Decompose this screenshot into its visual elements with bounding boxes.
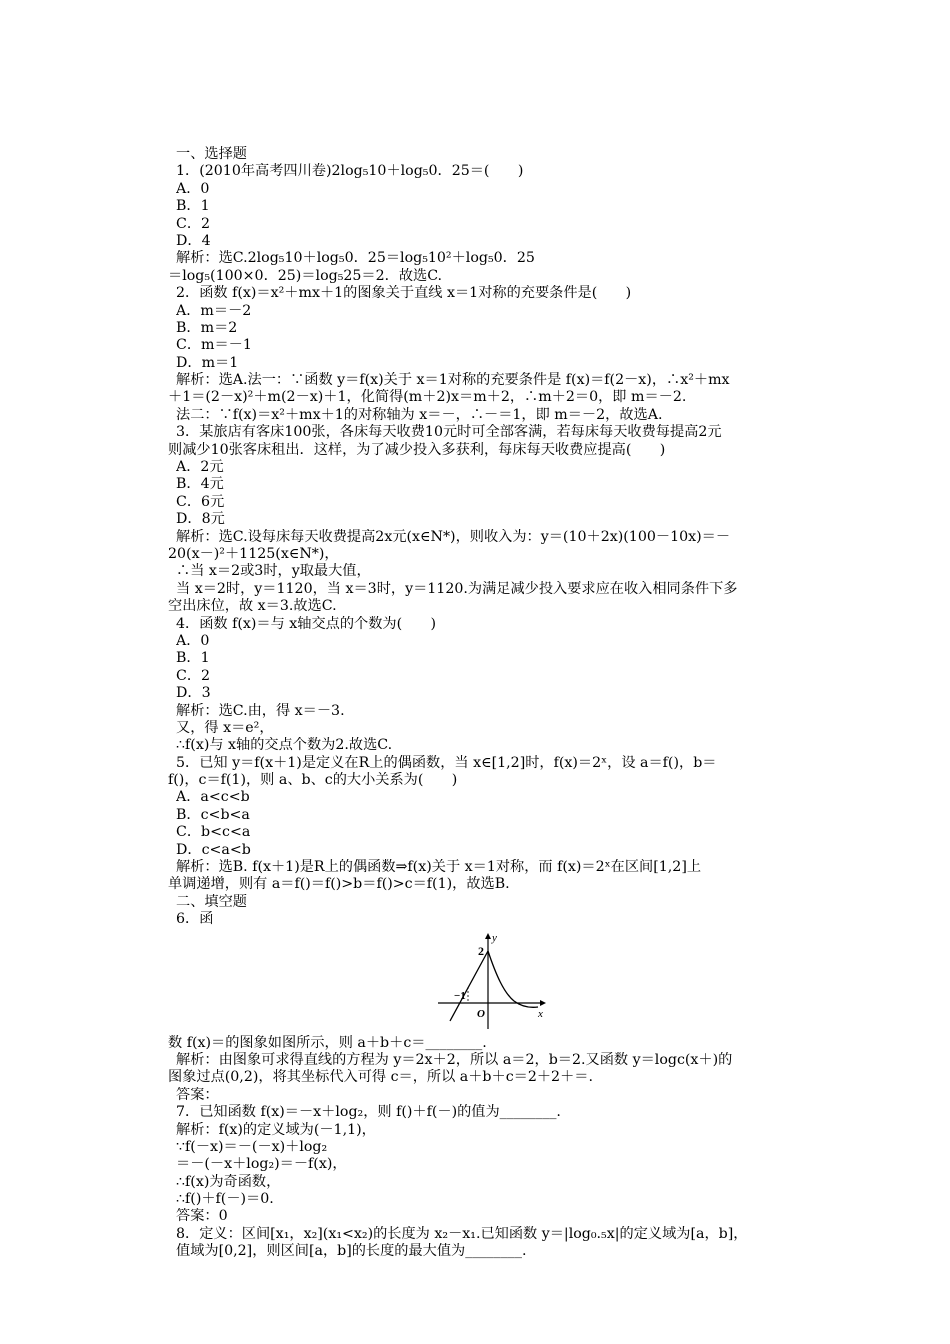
text-line: D．4 [176,232,211,249]
text-line: 解析：选C.设每床每天收费提高2x元(x∈N*)，则收入为：y＝(10＋2x)(100－10x)＝－ [176,528,731,545]
y-axis-label: y [492,931,497,944]
text-line: A．0 [176,632,210,649]
x-axis-arrow [540,1000,546,1006]
tick-label-neg-1: −1 [454,989,466,1002]
text-line: D．8元 [176,511,225,528]
log-curve [488,951,538,1007]
x-axis-label: x [538,1007,543,1020]
text-line: 解析：f(x)的定义域为(－1,1)， [176,1121,376,1138]
text-line: 4．函数 f(x)＝与 x轴交点的个数为( ) [176,615,437,632]
text-line: B．1 [176,198,210,215]
text-line: 7．已知函数 f(x)＝－x＋log₂，则 f()＋f(－)的值为________. [176,1104,561,1121]
text-line: B．c<b<a [176,806,250,823]
text-line: 解析：选C.2log₅10＋log₅0．25＝log₅10²＋log₅0．25 [176,250,535,267]
text-line: ＝－(－x＋log₂)＝－f(x)， [176,1156,347,1173]
text-line: C．m＝－1 [176,337,252,354]
text-line: ∵f(－x)＝－(－x)＋log₂ [176,1138,328,1155]
text-line: ∴f()＋f(－)＝0. [176,1191,274,1208]
text-line: 当 x＝2时，y＝1120，当 x＝3时，y＝1120.为满足减少投入要求应在收入相同条件下多 [176,580,738,597]
text-line: C．6元 [176,493,225,510]
text-line: A．0 [176,180,210,197]
text-line: B．m＝2 [176,319,238,336]
text-line: C．2 [176,667,211,684]
text-line: ＋1＝(2－x)²＋m(2－x)＋1，化简得(m＋2)x＝m＋2，∴m＋2＝0，即 m＝－2. [168,389,687,406]
text-line: ∴f(x)与 x轴的交点个数为2.故选C. [176,737,393,754]
text-line: ∴f(x)为奇函数， [176,1173,281,1190]
text-line: 8．定义：区间[x₁，x₂](x₁<x₂)的长度为 x₂－x₁.已知函数 y＝|log₀.₅x|的定义域为[a，b]， [176,1225,748,1242]
text-line: 图象过点(0,2)，将其坐标代入可得 c＝，所以 a＋b＋c＝2＋2＋＝. [168,1069,593,1086]
document-body [168,146,816,1261]
text-line: 1．(2010年高考四川卷)2log₅10＋log₅0．25＝( ) [176,163,524,180]
text-line: ∴当 x＝2或3时，y取最大值， [176,563,371,580]
text-line: 解析：选B. f(x＋1)是R上的偶函数⇒f(x)关于 x＝1对称，而 f(x)＝2ˣ在区间[1,2]上 [176,859,702,876]
origin-label: O [477,1007,485,1020]
text-line: 3．某旅店有客床100张，各床每天收费10元时可全部客满，若每床每天收费每提高2元 [176,424,722,441]
text-line: 20(x－)²＋1125(x∈N*)， [168,545,339,562]
tick-label-2: 2 [478,943,484,958]
text-line: D．3 [176,685,211,702]
text-line: 法二：∵f(x)＝x²＋mx＋1的对称轴为 x＝－，∴－＝1，即 m＝－2，故选A. [176,406,663,423]
text-line: A．2元 [176,459,224,476]
text-line: 解析：由图象可求得直线的方程为 y＝2x＋2，所以 a＝2，b＝2.又函数 y＝logc(x＋)的 [176,1051,733,1068]
text-line: 5．已知 y＝f(x＋1)是定义在R上的偶函数，当 x∈[1,2]时，f(x)＝2ˣ，设 a＝f()，b＝ [176,754,717,771]
text-line: A．a<c<b [176,789,250,806]
text-line: C．2 [176,215,211,232]
function-graph [436,931,546,1031]
text-line: 答案： [176,1086,219,1103]
y-axis-arrow [485,933,491,939]
text-line: 又，得 x＝e²， [176,719,274,736]
text-line: 6．函 [176,911,214,928]
text-line: 解析：选C.由，得 x＝－3. [176,702,345,719]
section-heading: 一、选择题 [176,146,247,162]
text-line: ＝log₅(100×0．25)＝log₅25＝2．故选C. [168,267,443,284]
text-line: D．m＝1 [176,354,239,371]
text-line: B．4元 [176,476,224,493]
text-line: 值域为[0,2]，则区间[a，b]的长度的最大值为________. [176,1243,527,1260]
text-line: 空出床位，故 x＝3.故选C. [168,598,337,615]
text-line: 则减少10张客床租出．这样，为了减少投入多获利，每床每天收费应提高( ) [168,441,666,458]
text-line: f()，c＝f(1)，则 a、b、c的大小关系为( ) [168,772,458,789]
text-line: 解析：选A.法一：∵函数 y＝f(x)关于 x＝1对称的充要条件是 f(x)＝f(2－x)，∴x²＋mx [176,372,730,389]
section-heading: 二、填空题 [176,893,247,910]
text-line: 答案：0 [176,1208,228,1225]
function-graph-figure [176,929,816,1035]
text-line: A．m＝－2 [176,302,252,319]
text-line: 数 f(x)＝的图象如图所示，则 a＋b＋c＝________. [168,1034,487,1051]
text-line: 2．函数 f(x)＝x²＋mx＋1的图象关于直线 x＝1对称的充要条件是( ) [176,285,632,302]
text-line: B．1 [176,650,210,667]
text-line: C．b<c<a [176,824,251,841]
text-line: D．c<a<b [176,841,251,858]
text-line: 单调递增，则有 a＝f()＝f()>b＝f()>c＝f(1)，故选B. [168,876,510,893]
